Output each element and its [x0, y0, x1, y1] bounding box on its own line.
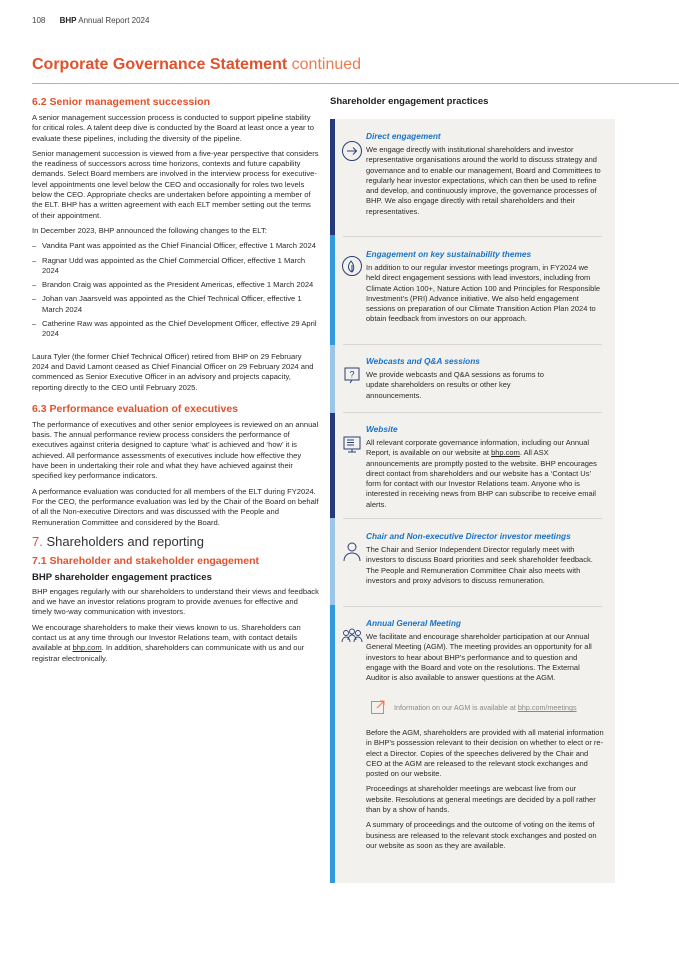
website-title: Website — [366, 424, 398, 434]
list-item: – Ragnar Udd was appointed as the Chief Commercial Officer, effective 1 March 2024 — [32, 256, 319, 277]
agm-paragraph: Before the AGM, shareholders are provided with all material information in BHP’s possession relevant to their decision on whether to elect or re-elect a Director. Copies of the speeches delivered by the Chair and CEO at the AGM are released to the relevant stock exchanges and posted on our website. — [366, 728, 604, 779]
direct-engagement-title: Direct engagement — [366, 131, 441, 141]
section-6-2-paragraph: In December 2023, BHP announced the following changes to the ELT: — [32, 225, 267, 235]
external-link-icon — [370, 699, 386, 715]
webcasts-text: We provide webcasts and Q&A sessions as forums to update shareholders on results or other key announcements. — [366, 370, 544, 400]
text-span: Information on our AGM is available at — [394, 703, 518, 712]
section-7-title: Shareholders and reporting — [46, 533, 205, 549]
title-divider — [32, 83, 679, 84]
arrow-right-circle-icon — [341, 140, 363, 162]
page-title-main: Corporate Governance Statement — [32, 56, 288, 73]
accent-bar — [330, 518, 335, 605]
divider — [343, 236, 602, 237]
section-6-2-paragraph: A senior management succession process is conducted to support pipeline stability for critical roles. A talent deep dive is conducted by the Board at least once a year to evaluate these pipelines, including the diversity of the pipeline. — [32, 113, 314, 143]
agm-details — [366, 728, 604, 856]
website-entry — [366, 424, 604, 515]
page-title — [32, 56, 361, 74]
website-text — [366, 438, 604, 510]
page-number: 108 — [32, 16, 46, 25]
agm-paragraph: A summary of proceedings and the outcome of voting on the items of business are released to the relevant stock exchanges and posted on our website as soon as they are available. — [366, 820, 597, 850]
section-6-2-paragraph: Laura Tyler (the former Chief Technical Officer) retired from BHP on 29 February 2024 and David Lamont ceased as Chief Financial Officer on 29 February 2024 and commenced as Senior Executive Officer in an advisory and projects capacity, reporting directly to the CEO until February 2025. — [32, 351, 314, 392]
agm-meetings-link[interactable]: bhp.com/meetings — [517, 703, 577, 712]
chair-meetings-text: The Chair and Senior Independent Director regularly meet with investors to discuss Board priorities and seek shareholder feedback. The People and Remuneration Committee Chair also meets with investors and proxy advisors to discuss remuneration. — [366, 545, 593, 585]
sustainability-engagement-text: In addition to our regular investor meetings program, in FY2024 we held direct engagement sessions with lead investors, including from Climate Action 100+, Nature Action 100 and Principles for Responsible Investment’s (PRI) Advance initiative. We also held engagement sessions on preparation of our Climate Transition Action Plan 2024 to obtain feedback from investors on our approach. — [366, 263, 601, 324]
agm-paragraph: Proceedings at shareholder meetings are webcast live from our website. Resolutions at general meetings are decided by a poll rather than by a show of hands. — [366, 784, 596, 815]
svg-text:?: ? — [349, 369, 355, 380]
page-title-continued: continued — [291, 56, 362, 73]
accent-bar — [330, 413, 335, 518]
section-7-1-paragraph: BHP engages regularly with our shareholders to understand their views and feedback and we have an investor relations program to provide avenues for effective and timely two-way communication with investors. — [32, 586, 319, 617]
publication-name: Annual Report 2024 — [78, 16, 150, 25]
divider — [343, 344, 602, 345]
agm-title: Annual General Meeting — [366, 618, 461, 628]
text-span: . All ASX announcements are promptly posted to the website. BHP encourages direct contact from shareholders and our website has a ‘Contact Us’ form for contact with our Investor Relations team. Anyone who is interested in receiving news from BHP can subscribe to receive email alerts. — [366, 448, 597, 509]
elt-changes-list — [32, 241, 319, 339]
page-header — [32, 16, 149, 25]
bhp-website-link[interactable]: bhp.com — [72, 643, 102, 653]
agm-text: We facilitate and encourage shareholder participation at our Annual General Meeting (AGM). The meeting provides an opportunity for all investors to hear about BHP’s performance and to question and engage with the Board and vote on the resolutions. The External Auditor is also available to answer questions at the AGM. — [366, 632, 592, 683]
agm-info-text — [394, 703, 577, 712]
list-item: – Catherine Raw was appointed as the Chief Development Officer, effective 29 April 2024 — [32, 319, 319, 340]
section-6-2-heading: 6.2 Senior management succession — [32, 96, 210, 108]
divider — [343, 518, 602, 519]
leaf-circle-icon — [341, 255, 363, 277]
website-monitor-icon — [341, 434, 363, 456]
section-6-3-heading: 6.3 Performance evaluation of executives — [32, 402, 239, 415]
accent-bar — [330, 235, 335, 345]
chair-meetings-title: Chair and Non-executive Director investor meetings — [366, 531, 571, 541]
accent-bar — [330, 345, 335, 413]
section-6-2-paragraph: Senior management succession is viewed from a five-year perspective that considers the readiness of successors across time horizons, contexts and future capability demands. Select Board members are involved in the interview process for executive-level appointments one level below the CEO and occasionally for roles two levels below the CEO. Appropriate checks are undertaken before appointing a member of the ELT. BHP has a written agreement with each ELT member setting out the terms of their appointment. — [32, 148, 319, 220]
list-item: – Johan van Jaarsveld was appointed as the Chief Technical Officer, effective 1 March 2024 — [32, 294, 319, 315]
divider — [343, 412, 602, 413]
person-icon — [341, 540, 363, 562]
right-column — [330, 96, 615, 121]
accent-bar — [330, 605, 335, 883]
question-mark-icon — [341, 365, 363, 387]
list-item: – Brandon Craig was appointed as the President Americas, effective 1 March 2024 — [32, 280, 319, 290]
group-people-icon — [341, 627, 363, 649]
section-6-3-paragraph: A performance evaluation was conducted for all members of the ELT during FY2024. For the CEO, the performance evaluation was led by the Chair of the Board on behalf of all the Non-executive Directors and was discussed with the People and Remuneration Committee and considered by the Board. — [32, 486, 319, 527]
section-7-1-subheading: BHP shareholder engagement practices — [32, 571, 212, 583]
brand-name: BHP — [59, 16, 77, 25]
webcasts-title: Webcasts and Q&A sessions — [366, 356, 480, 366]
text-span: All relevant corporate governance information, including our Annual Report, is available on our website at — [366, 438, 590, 458]
webcasts-entry — [366, 356, 604, 406]
sustainability-engagement-entry — [366, 249, 604, 330]
accent-bar — [330, 119, 335, 235]
section-7-1-heading: 7.1 Shareholder and stakeholder engagement — [32, 554, 259, 567]
sustainability-engagement-title: Engagement on key sustainability themes — [366, 249, 532, 259]
bhp-website-link[interactable]: bhp.com — [491, 448, 520, 458]
chair-meetings-entry — [366, 531, 604, 591]
direct-engagement-text: We engage directly with institutional shareholders and investor representative organisations around the world to discuss strategy and governance and to enable our management, Board and Committees to regularly hear investor expectations, which can then be used to refine and develop, and continuously improve, the governance processes of BHP. We also engage directly with retail shareholders and their representatives. — [366, 145, 601, 216]
agm-entry — [366, 618, 604, 688]
section-7-1-paragraph — [32, 623, 319, 664]
direct-engagement-entry — [366, 131, 604, 222]
section-7-number: 7. — [32, 533, 43, 549]
divider — [343, 606, 602, 607]
agm-info-callout — [370, 698, 602, 718]
text-span: We encourage shareholders to make their views known to us. Shareholders can contact us at any time through our Investor Relations team, with contact details available at — [32, 622, 301, 653]
left-column — [32, 96, 319, 669]
section-6-3-paragraph: The performance of executives and other senior employees is reviewed on an annual basis. The annual performance review process considers the performance of executives against criteria designed to capture ‘what’ is achieved and ‘how’ it is achieved. All performance assessments of executives include how effective they have been in undertaking their role and what they have achieved against their specified key performance indicators. — [32, 419, 319, 481]
text-span: . In addition, shareholders can communicate with us and our registrar electronically. — [32, 643, 305, 663]
engagement-practices-heading: Shareholder engagement practices — [330, 96, 489, 107]
section-7-heading — [32, 534, 319, 549]
list-item: – Vandita Pant was appointed as the Chief Financial Officer, effective 1 March 2024 — [32, 241, 319, 251]
